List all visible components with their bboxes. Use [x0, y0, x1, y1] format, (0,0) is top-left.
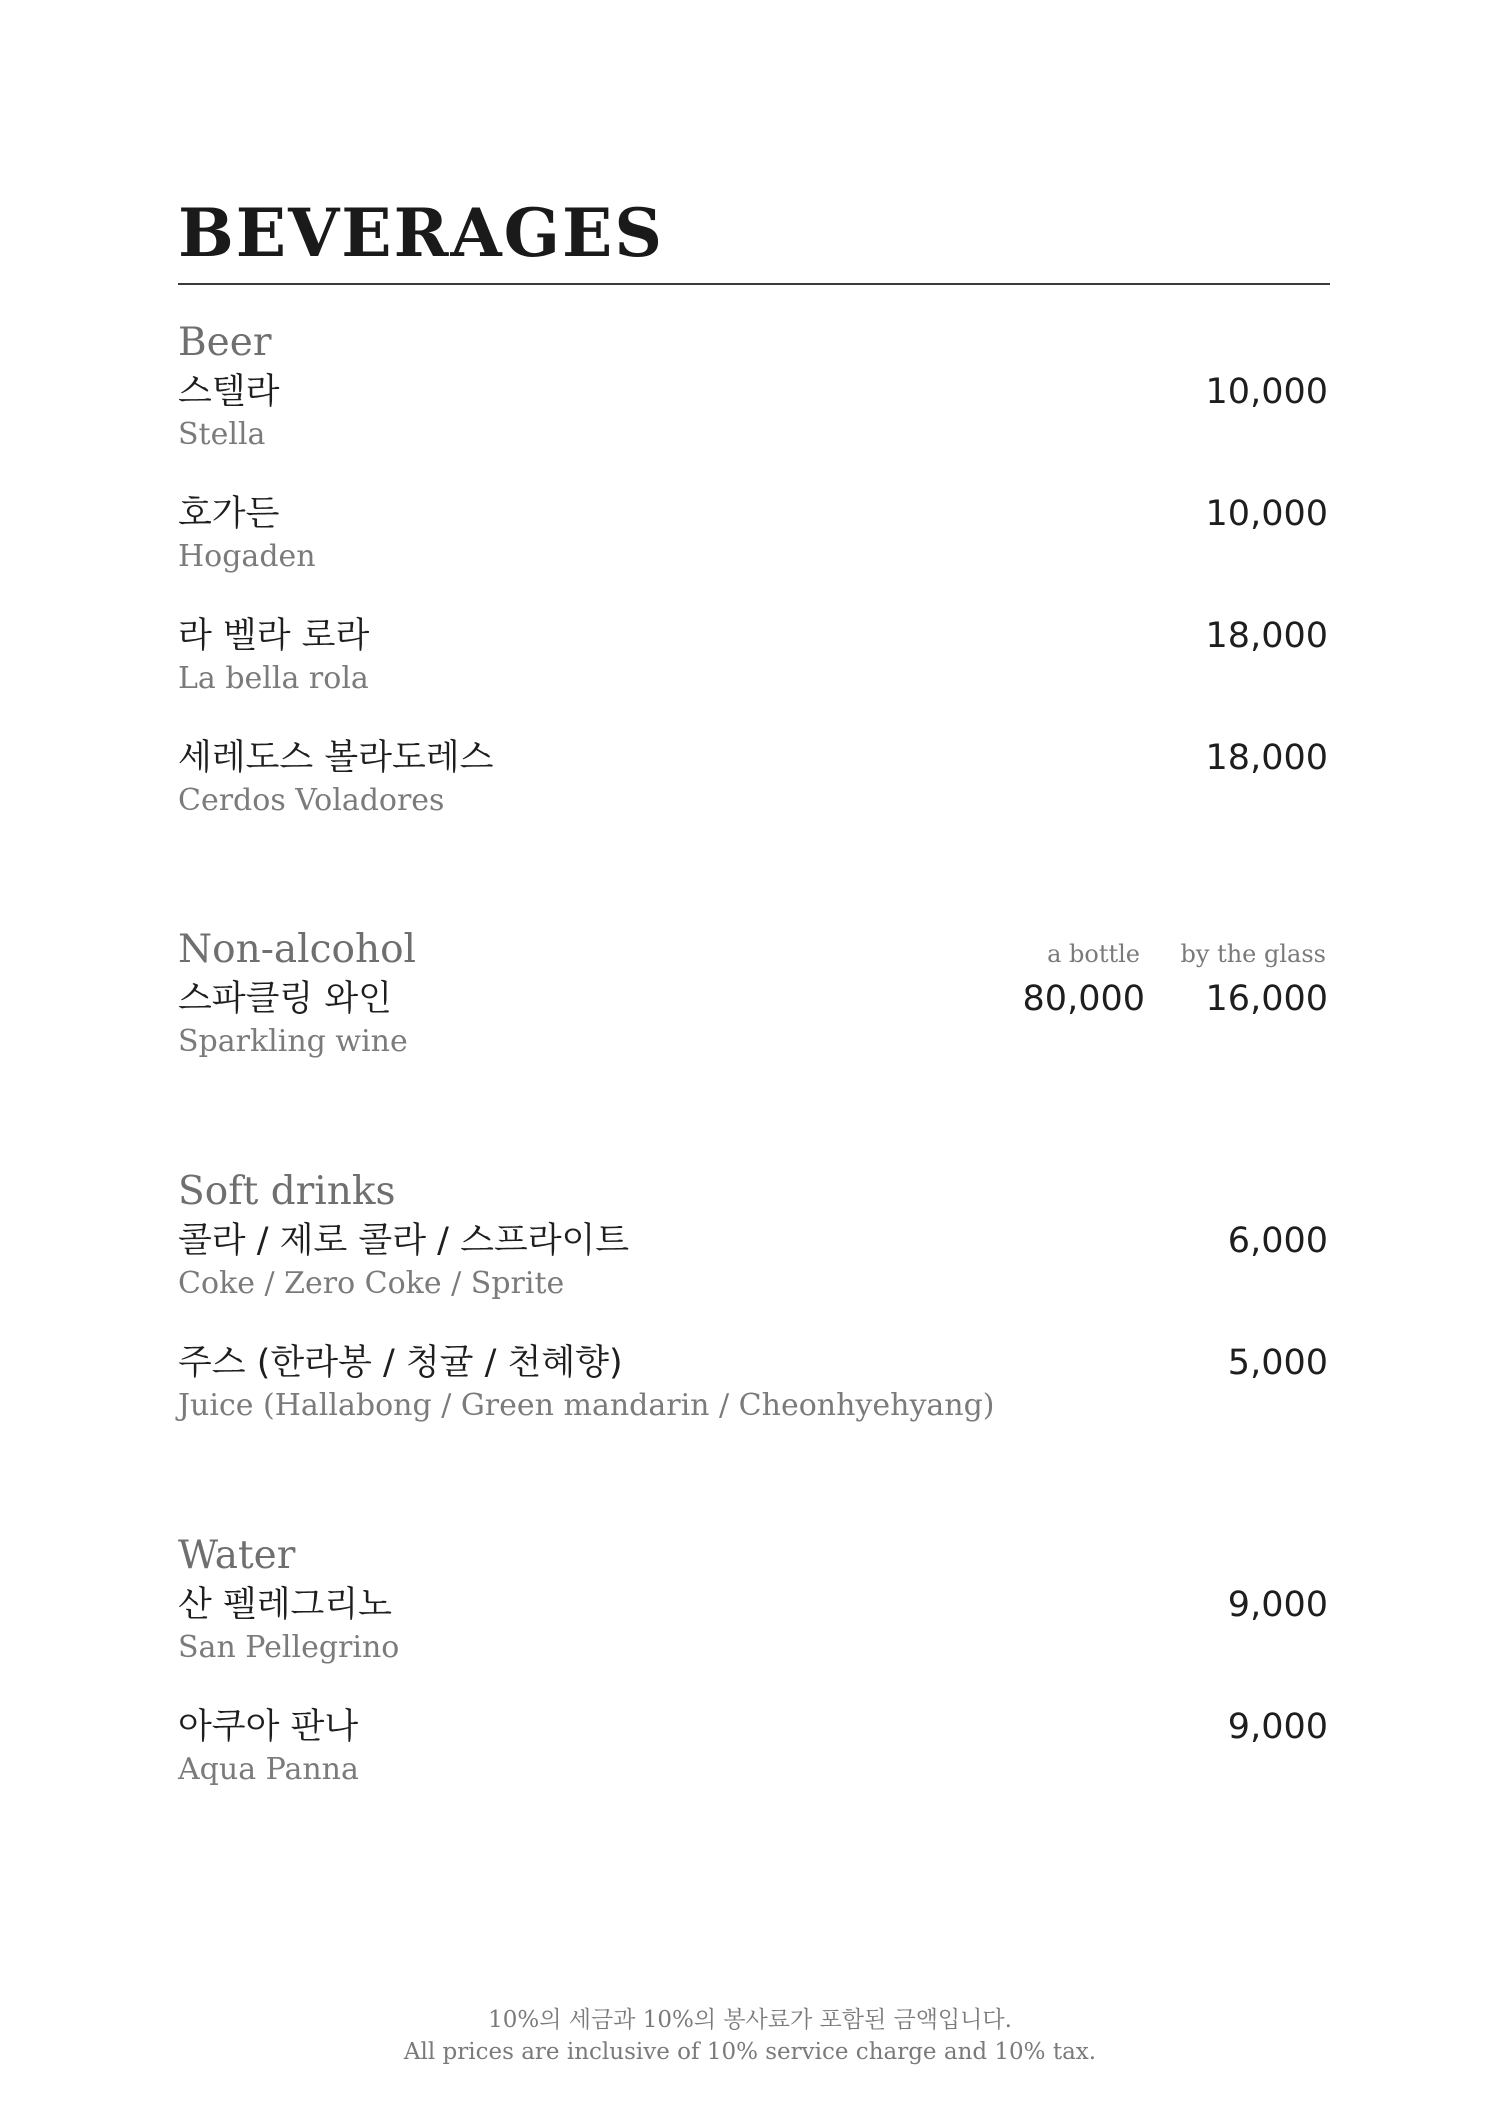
item-name-en: Cerdos Voladores — [178, 783, 445, 818]
item-price-glass: 16,000 — [1205, 979, 1328, 1019]
item-price-bottle: 80,000 — [1022, 979, 1145, 1019]
item-name-ko: 콜라 / 제로 콜라 / 스프라이트 — [178, 1221, 630, 1261]
price-note-en: All prices are inclusive of 10% service charge and 10% tax. — [403, 2039, 1097, 2065]
menu-item — [178, 1706, 1328, 1828]
item-price: 18,000 — [1205, 616, 1328, 656]
item-name-en: Hogaden — [178, 539, 316, 574]
menu-item — [178, 493, 1328, 615]
menu-item — [178, 1342, 1328, 1464]
section-title: Beer — [178, 320, 272, 365]
item-price: 5,000 — [1227, 1343, 1328, 1383]
item-name-en: San Pellegrino — [178, 1630, 400, 1665]
item-name-ko: 아쿠아 판나 — [178, 1707, 359, 1747]
price-note-ko: 10%의 세금과 10%의 봉사료가 포함된 금액입니다. — [488, 2007, 1012, 2033]
item-price: 10,000 — [1205, 372, 1328, 412]
item-price: 18,000 — [1205, 738, 1328, 778]
menu-item — [178, 615, 1328, 737]
section-title: Soft drinks — [178, 1169, 396, 1214]
item-name-en: Coke / Zero Coke / Sprite — [178, 1266, 565, 1301]
section-water — [178, 1533, 1328, 1828]
item-price: 10,000 — [1205, 494, 1328, 534]
title-divider — [178, 283, 1330, 285]
item-name-ko: 스파클링 와인 — [178, 979, 392, 1019]
column-head-bottle: a bottle — [1047, 940, 1140, 968]
price-note — [0, 2004, 1500, 2068]
section-title: Non-alcohol — [178, 927, 417, 972]
item-name-en: Sparkling wine — [178, 1024, 408, 1059]
column-head-glass: by the glass — [1180, 940, 1326, 968]
item-price: 9,000 — [1227, 1707, 1328, 1747]
menu-item — [178, 978, 1328, 1100]
item-name-ko: 호가든 — [178, 494, 280, 534]
item-name-ko: 주스 (한라봉 / 청귤 / 천혜향) — [178, 1343, 623, 1383]
item-name-ko: 세레도스 볼라도레스 — [178, 738, 494, 778]
section-beer — [178, 320, 1328, 859]
menu-item — [178, 1584, 1328, 1706]
item-name-en: La bella rola — [178, 661, 369, 696]
menu-item — [178, 737, 1328, 859]
item-name-ko: 스텔라 — [178, 372, 280, 412]
item-name-en: Juice (Hallabong / Green mandarin / Cheonhyehyang) — [178, 1388, 995, 1423]
item-name-en: Stella — [178, 417, 266, 452]
menu-item — [178, 1220, 1328, 1342]
item-name-ko: 라 벨라 로라 — [178, 616, 370, 656]
section-non-alcohol — [178, 927, 1328, 1100]
item-name-ko: 산 펠레그리노 — [178, 1585, 392, 1625]
page-title: BEVERAGES — [178, 194, 664, 272]
item-price: 9,000 — [1227, 1585, 1328, 1625]
item-name-en: Aqua Panna — [178, 1752, 359, 1787]
section-title: Water — [178, 1533, 296, 1578]
menu-item — [178, 371, 1328, 493]
section-soft-drinks — [178, 1169, 1328, 1464]
item-price: 6,000 — [1227, 1221, 1328, 1261]
